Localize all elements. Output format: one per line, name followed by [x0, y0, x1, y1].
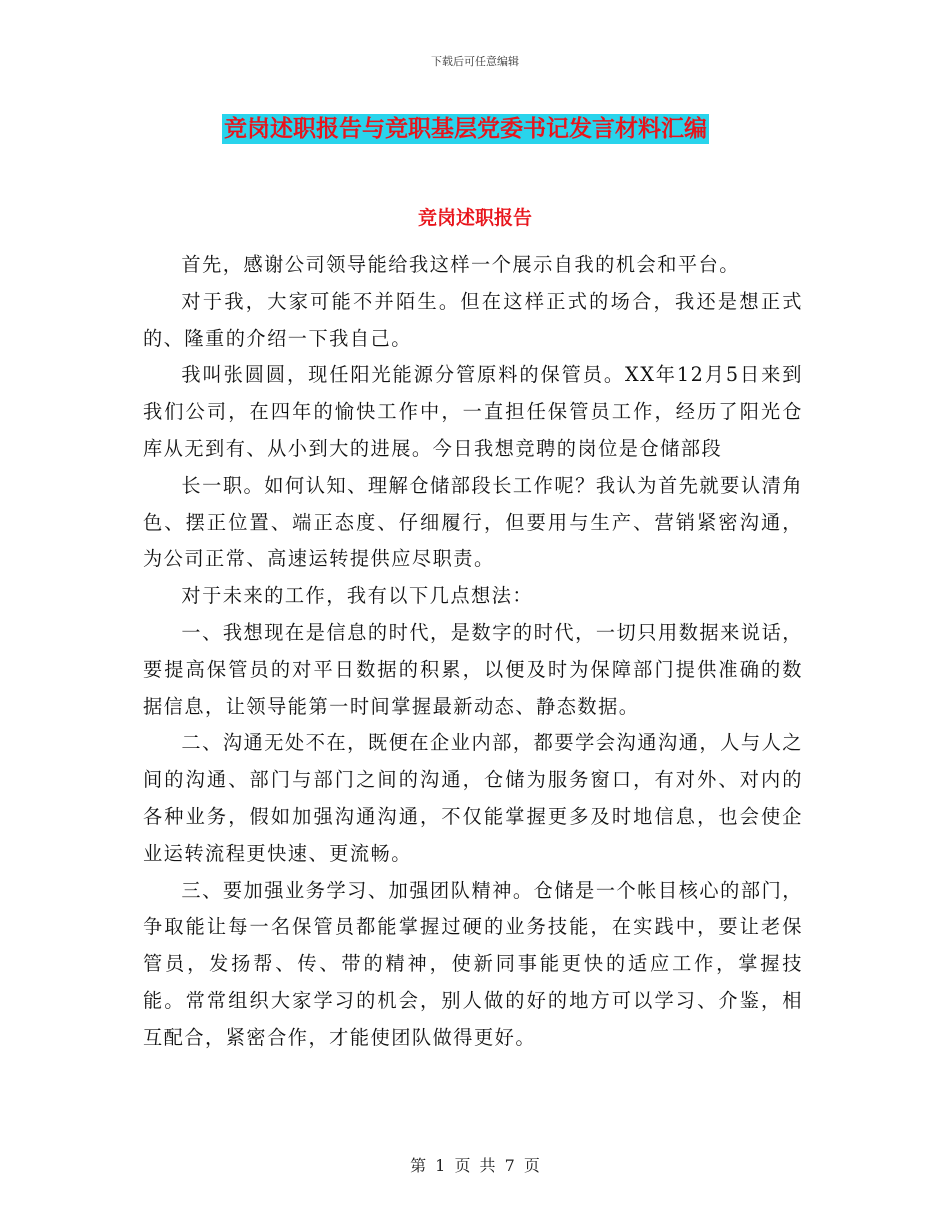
paragraph-6: 一、我想现在是信息的时代，是数字的时代，一切只用数据来说话，要提高保管员的对平日数据的积累，以便及时为保障部门提供准确的数据信息，让领导能第一时间掌握最新动态、静态数据。 [143, 620, 803, 718]
page-number-footer: 第 1 页 共 7 页 [410, 1156, 540, 1175]
paragraph-1: 首先，感谢公司领导能给我这样一个展示自我的机会和平台。 [181, 253, 740, 276]
section-title: 竞岗述职报告 [417, 207, 532, 229]
paragraph-5: 对于未来的工作，我有以下几点想法： [181, 584, 534, 608]
paragraph-7: 二、沟通无处不在，既便在企业内部，都要学会沟通沟通，人与人之间的沟通、部门与部门之间的沟通，仓储为服务窗口，有对外、对内的各种业务，假如加强沟通沟通，不仅能掌握更多及时地信息，也会使企业运转流程更快速、更流畅。 [143, 731, 803, 865]
document-title: 竞岗述职报告与竞职基层党委书记发言材料汇编 [224, 116, 707, 142]
paragraph-2: 对于我，大家可能不并陌生。但在这样正式的场合，我还是想正式的、隆重的介绍一下我自己。 [143, 289, 803, 350]
paragraph-3: 我叫张圆圆，现任阳光能源分管原料的保管员。XX年12月5日来到我们公司，在四年的愉快工作中，一直担任保管员工作，经历了阳光仓库从无到有、从小到大的进展。今日我想竞聘的岗位是仓储部段 [143, 363, 803, 460]
header-note: 下载后可任意编辑 [431, 55, 519, 68]
document-body [143, 247, 803, 1057]
paragraph-4: 长一职。如何认知、理解仓储部段长工作呢？我认为首先就要认清角色、摆正位置、端正态度、仔细履行，但要用与生产、营销紧密沟通，为公司正常、高速运转提供应尽职责。 [143, 473, 803, 571]
paragraph-8: 三、要加强业务学习、加强团队精神。仓储是一个帐目核心的部门，争取能让每一名保管员都能掌握过硬的业务技能，在实践中，要让老保管员，发扬帮、传、带的精神，使新同事能更快的适应工作，掌握技能。常常组织大家学习的机会，别人做的好的地方可以学习、介鉴，相互配合，紧密合作，才能使团队做得更好。 [143, 878, 803, 1049]
